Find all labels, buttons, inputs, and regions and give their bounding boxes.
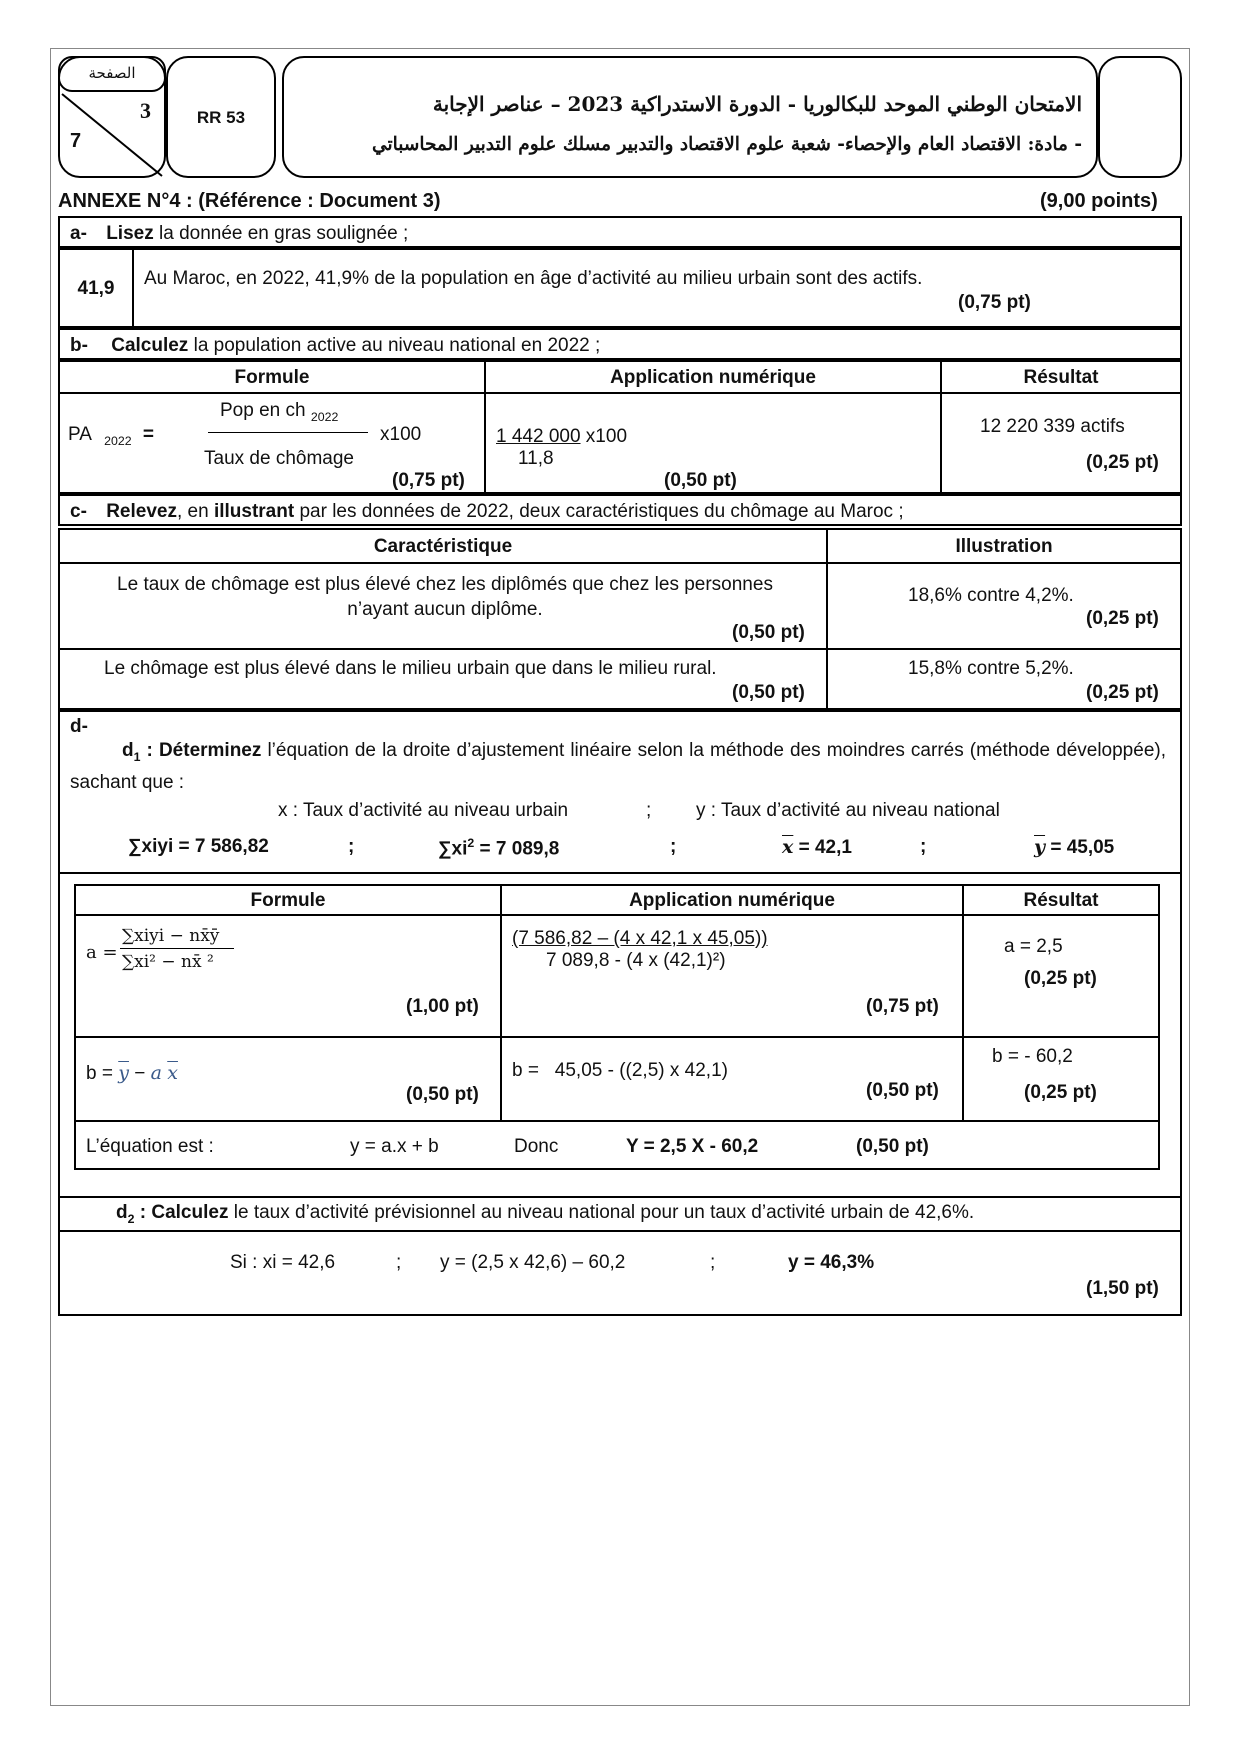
sep-1: ; — [348, 836, 355, 857]
b-formula: $b = \overline{y} - a$ $\overline{x}$ — [86, 1062, 178, 1084]
b-app-denominator: 11,8 — [518, 448, 554, 469]
a-app-numerator: (7 586,82 – (4 x 42,1 x 45,05)) — [512, 928, 768, 949]
b-formula-fraction-line — [208, 432, 368, 433]
c-header-illustration: Illustration — [955, 536, 1053, 557]
b-header-formule: Formule — [234, 367, 310, 388]
b-app-points: (0,50 pt) — [866, 1080, 939, 1101]
d2-points: (1,50 pt) — [1086, 1278, 1159, 1299]
page-number: 3 — [140, 98, 151, 123]
a-formula-denominator: ∑xi² − nx̄ ² — [122, 952, 214, 972]
sum-xi2: $\sum xi^2 = 7$ 089,8 — [438, 836, 560, 860]
section-b-table — [58, 360, 1182, 494]
a-app-denominator: 7 089,8 - (4 x (42,1)²) — [546, 950, 726, 971]
d1-table — [74, 884, 1160, 1170]
sum-xiyi: ∑xiyi = 7 586,82 — [128, 836, 269, 857]
section-a-points: (0,75 pt) — [958, 292, 1031, 313]
section-d-box — [58, 710, 1182, 1316]
d-header-application: Application numérique — [629, 890, 835, 911]
annexe-title: ANNEXE N°4 : (Référence : Document 3) — [58, 190, 441, 212]
y-definition: y : Taux d’activité au niveau national — [696, 800, 1000, 821]
sep-3: ; — [920, 836, 927, 857]
b-app: b = 45,05 - ((2,5) x 42,1) — [512, 1060, 728, 1081]
section-b-letter: b- — [70, 335, 88, 356]
section-a-answer: Au Maroc, en 2022, 41,9% de la population en âge d’activité au milieu urbain sont des actifs. — [144, 268, 923, 289]
b-formula-denominator: Taux de chômage — [204, 448, 354, 469]
c-row2-illus-points: (0,25 pt) — [1086, 682, 1159, 703]
c-header-caracteristique: Caractéristique — [373, 536, 513, 557]
section-a-rest: la donnée en gras soulignée ; — [153, 223, 409, 244]
b-app-numerator: 1 442 000 x100 — [496, 426, 628, 447]
a-app-points: (0,75 pt) — [866, 996, 939, 1017]
b-result-points: (0,25 pt) — [1024, 1082, 1097, 1103]
blank-box — [1098, 56, 1182, 178]
section-b-verb: Calculez — [111, 335, 189, 356]
page-label: الصفحة — [88, 64, 136, 82]
b-result-points: (0,25 pt) — [1086, 452, 1159, 473]
section-c-text: c- Relevez, en illustrant par les données de 2022, deux caractéristiques du chômage au Maroc ; — [70, 501, 904, 522]
d-header-resultat: Résultat — [1023, 890, 1099, 911]
b-formula-points: (0,75 pt) — [392, 470, 465, 491]
code-box — [166, 56, 276, 178]
a-points: (1,00 pt) — [406, 996, 479, 1017]
eq-final: Y = 2,5 X - 60,2 — [626, 1136, 759, 1157]
eq-general: y = a.x + b — [350, 1136, 439, 1157]
b-formula-lhs: PA $_{2022}$ = — [68, 424, 155, 448]
eq-label: L’équation est : — [86, 1136, 214, 1157]
b-app-points: (0,50 pt) — [664, 470, 737, 491]
d-header-formule: Formule — [250, 890, 326, 911]
y-bar: $\overline{y} = 45,05$ — [1034, 836, 1115, 858]
b-result: b = - 60,2 — [992, 1046, 1073, 1067]
a-formula-numerator: ∑xiyi − nx̄ȳ — [122, 926, 220, 946]
section-c-instruction — [58, 494, 1182, 526]
eq-donc: Donc — [514, 1136, 559, 1157]
d2-sep-1: ; — [396, 1252, 402, 1273]
eq-points: (0,50 pt) — [856, 1136, 929, 1157]
x-bar: $\overline{x} = 42,1$ — [782, 836, 852, 858]
page-total: 7 — [70, 130, 82, 152]
section-d-letter: d- — [70, 716, 88, 737]
d2-calc: y = (2,5 x 42,6) – 60,2 — [440, 1252, 626, 1273]
a-lhs: a = — [86, 942, 118, 963]
section-b-instruction — [58, 328, 1182, 360]
def-separator: ; — [646, 800, 652, 821]
section-a-value: 41,9 — [77, 278, 115, 299]
section-b-text — [70, 335, 600, 357]
x-definition: x : Taux d’activité au niveau urbain — [278, 800, 569, 821]
c-row1-illus: 18,6% contre 4,2%. — [908, 585, 1074, 606]
c-row2-illus: 15,8% contre 5,2%. — [908, 658, 1074, 679]
d1-instruction: $d_1$ : Déterminez l’équation de la droite d’ajustement linéaire selon la méthode des moindres carrés (méthode développée), sachant que : — [70, 740, 1166, 793]
section-a-text — [70, 223, 408, 245]
section-a-instruction — [58, 216, 1182, 248]
d2-result: y = 46,3% — [788, 1252, 875, 1273]
b-points: (0,50 pt) — [406, 1084, 479, 1105]
c-row1-char-points: (0,50 pt) — [732, 622, 805, 643]
section-b-rest: la population active au niveau national en 2022 ; — [188, 335, 601, 356]
d2-instruction: $d_2$ : Calculez le taux d’activité prévisionnel au niveau national pour un taux d’activité urbain de 42,6%. — [116, 1202, 975, 1226]
c-row2-char-points: (0,50 pt) — [732, 682, 805, 703]
annexe-points: (9,00 points) — [1040, 190, 1158, 212]
section-a-verb: Lisez — [106, 223, 154, 244]
a-result-points: (0,25 pt) — [1024, 968, 1097, 989]
c-row2-char: Le chômage est plus élevé dans le milieu urbain que dans le milieu rural. — [104, 658, 717, 679]
b-formula-x100: x100 — [380, 424, 422, 445]
title-line2: - مادة: الاقتصاد العام والإحصاء- شعبة علوم الاقتصاد والتدبير مسلك علوم التدبير المحاسباتي — [372, 134, 1082, 155]
b-result: 12 220 339 actifs — [980, 416, 1125, 437]
b-header-resultat: Résultat — [1023, 367, 1099, 388]
b-formula-numerator: Pop en ch $_{2022}$ — [220, 400, 339, 424]
a-fraction-line — [120, 948, 234, 949]
section-a-answer-box — [58, 248, 1182, 328]
page-label-tab — [58, 56, 166, 92]
section-a-letter: a- — [70, 223, 87, 244]
b-header-application: Application numérique — [610, 367, 816, 388]
title-box — [282, 56, 1098, 178]
exam-code: RR 53 — [196, 108, 246, 127]
c-row1-char: Le taux de chômage est plus élevé chez les diplômés que chez les personnes n’ayant aucun diplôme. — [117, 574, 773, 620]
a-result: a = 2,5 — [1004, 936, 1063, 957]
sep-2: ; — [670, 836, 677, 857]
d2-si: Si : xi = 42,6 — [230, 1252, 336, 1273]
section-c-table — [58, 528, 1182, 710]
c-row1-illus-points: (0,25 pt) — [1086, 608, 1159, 629]
title-line1: الامتحان الوطني الموحد للبكالوريا - الدورة الاستدراكية 2023 – عناصر الإجابة — [432, 92, 1082, 116]
d2-sep-2: ; — [710, 1252, 716, 1273]
